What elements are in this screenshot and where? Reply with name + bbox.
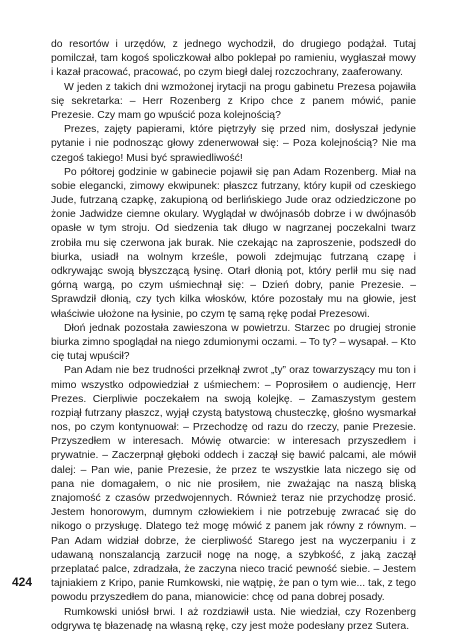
paragraph: Dłoń jednak pozostała zawieszona w powietrzu. Starzec po drugiej stronie biurka zimno spoglądał na niego zdumionymi oczami. – To ty? – wysapał. – Kto cię tutaj wpuścił? [51, 322, 416, 363]
paragraph: Rumkowski uniósł brwi. I aż rozdziawił usta. Nie wiedział, czy Rozenberg odgrywa tę błazenadę na własną rękę, czy jest może podesłany przez Sutera. [51, 606, 416, 632]
body-text [51, 38, 416, 634]
paragraph: W jeden z takich dni wzmożonej irytacji na progu gabinetu Prezesa pojawiła się sekretarka: – Herr Rozenberg z Kripo chce z panem mówić, panie Prezesie. Czy mam go wpuścić poza kolejnością? [51, 81, 416, 121]
paragraph: Prezes, zajęty papierami, które piętrzyły się przed nim, dosłyszał jedynie pytanie i nie podnosząc głowy zdenerwował się: – Poza kolejnością? Nie ma czegoś takiego! Musi być sprawiedliwość! [51, 124, 416, 164]
paragraph: do resortów i urzędów, z jednego wychodził, do drugiego podążał. Tutaj pomilczał, tam kogoś spoliczkował albo poklepał po ramieniu, wygłaszał mowy i kazał pracować, pracować, po czym biegł dalej rozczochrany, zaaferowany. [51, 39, 416, 79]
page-number: 424 [12, 575, 33, 589]
paragraph: Pan Adam nie bez trudności przełknął zwrot „ty” oraz towarzyszący mu ton i mimo wszystko odpowiedział z uśmiechem: – Poprosiłem o audiencję, Herr Prezes. Cierpliwie poczekałem na swoją kolejkę. – Zamaszystym gestem rozpiął futrzany płaszcz, wyjął czystą batystową chusteczkę, głośno wysmarkał nos, po czym kontynuował: – Przechodzę od razu do rzeczy, panie Prezesie. Przyszedłem w interesach. Mówię otwarcie: w interesach przyszedłem i prywatnie. – Zaczerpnął głęboki oddech i zaczął się bawić palcami, ale mówił dalej: – Pan wie, panie Prezesie, że przez te wszystkie lata niczego się od pana nie domagałem, o nic nie prosiłem, nie zważając na naszą bliską znajomość z czasów przedwojennych. Również teraz nie przychodzę prosić. Jestem honorowym, dumnym człowiekiem i nie potrzebuję zwracać się do nikogo o przysługę. Dlatego też mogę mówić z panem jak równy z równym. – Pan Adam widział dobrze, że cierpliwość Starego jest na wyczerpaniu i z udawaną nonszalancją zarzucił nogę na nogę, a szybkość, z jaką zaczął przeplatać palce, zdradzała, że zaczyna nieco tracić pewność siebie. – Jestem tajniakiem z Kripo, panie Rumkowski, nie wątpię, że pan o tym wie... tak, z tego powodu przyszedłem do pana, mianowicie: chcę od pana dobrej posady. [51, 365, 416, 604]
paragraph: Po półtorej godzinie w gabinecie pojawił się pan Adam Rozenberg. Miał na sobie elegancki, zimowy ekwipunek: płaszcz futrzany, który kupił od czeskiego Jude, futrzaną czapkę, zakupioną od berlińskiego Jude oraz odziedziczone po żonie Jadwidze ciemne okulary. Wyglądał w dwójnasób dobrze i w dwójnasób opasłe w tym stroju. Od siedzenia tak długo w nagrzanej poczekalni twarz zrobiła mu się czerwona jak burak. Nie czekając na zaproszenie, podszedł do biurka, usiadł na wolnym krześle, powoli zdejmując futrzaną czapę i odkrywając swoją błyszczącą łysinę. Otarł dłonią pot, który perlił mu się nad górną wargą, po czym uśmiechnął się: – Dzień dobry, panie Prezesie. – Sprawdził dłonią, czy tych kilka włosków, które pozostały mu na głowie, jest właściwie ułożone na łysinie, po czym tę samą rękę podał Prezesowi. [51, 166, 416, 320]
